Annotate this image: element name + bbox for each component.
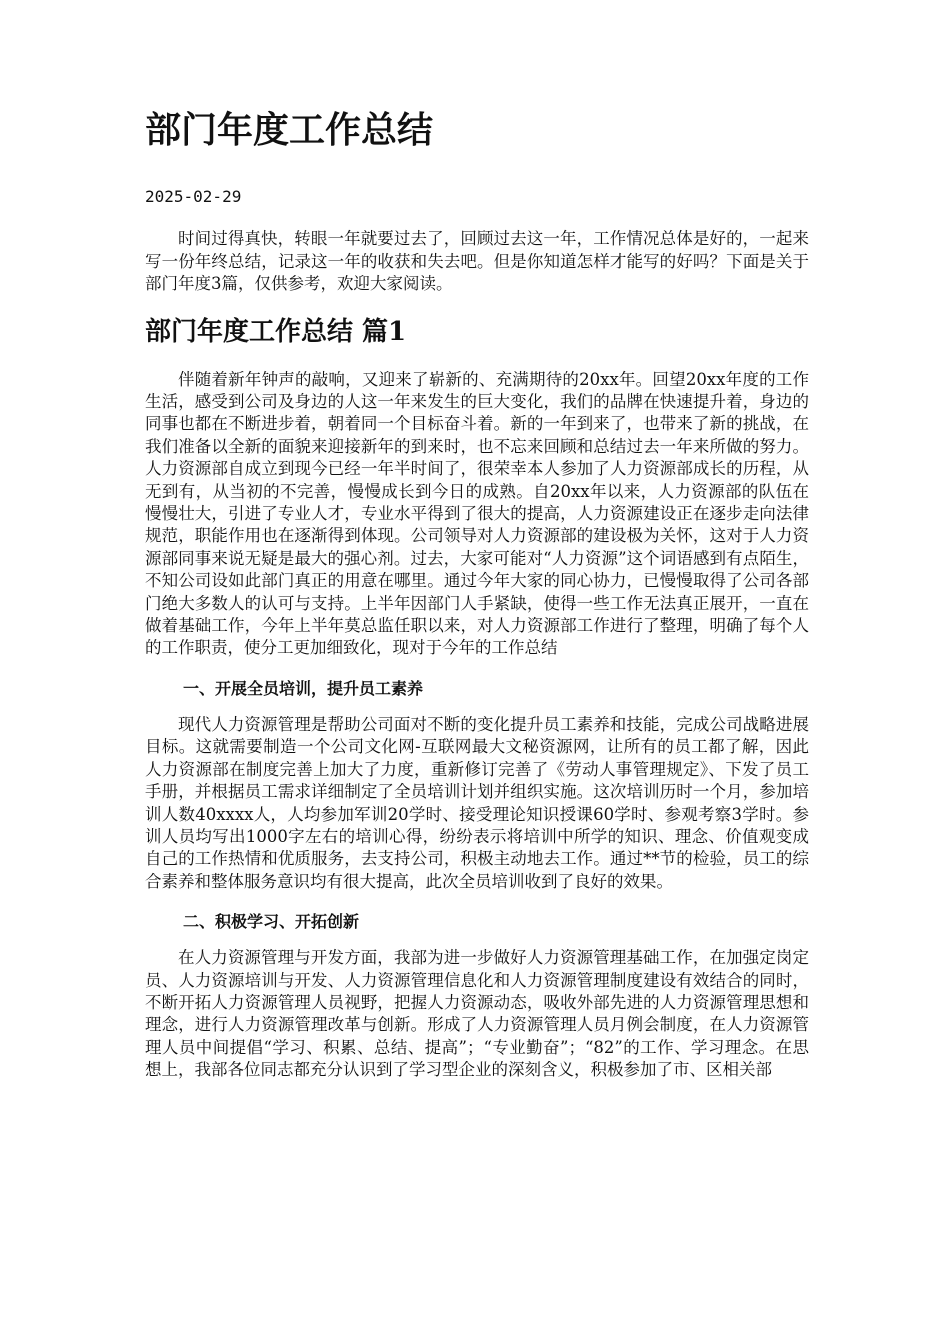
- document-page: [145, 108, 809, 1082]
- section-1-title: 部门年度工作总结 篇1: [145, 317, 407, 348]
- intro-paragraph: 时间过得真快，转眼一年就要过去了，回顾过去这一年，工作情况总体是好的，一起来写一份年终总结，记录这一年的收获和失去吧。但是你知道怎样才能写的好吗？下面是关于部门年度3篇，仅供参考，欢迎大家阅读。: [145, 229, 809, 293]
- document-date: 2025-02-29: [145, 187, 242, 206]
- subsection-2-title: 二、积极学习、开拓创新: [183, 912, 360, 932]
- subsection-1-title: 一、开展全员培训，提升员工素养: [183, 678, 424, 698]
- section-1-body: 伴随着新年钟声的敲响，又迎来了崭新的、充满期待的20xx年。回望20xx年度的工作生活，感受到公司及身边的人这一年来发生的巨大变化，我们的品牌在快速提升着，身边的同事也都在不断进步着，朝着同一个目标奋斗着。新的一年到来了，也带来了新的挑战，在我们准备以全新的面貌来迎接新年的到来时，也不忘来回顾和总结过去一年来所做的努力。人力资源部自成立到现今已经一年半时间了，很荣幸本人参加了人力资源部成长的历程，从无到有，从当初的不完善，慢慢成长到今日的成熟。自20xx年以来，人力资源部的队伍在慢慢壮大，引进了专业人才，专业水平得到了很大的提高，人力资源建设正在逐步走向法律规范，职能作用也在逐渐得到体现。公司领导对人力资源部的建设极为关怀，这对于人力资源部同事来说无疑是最大的强心剂。过去，大家可能对“人力资源”这个词语感到有点陌生，不知公司设如此部门真正的用意在哪里。通过今年大家的同心协力，已慢慢取得了公司各部门绝大多数人的认可与支持。上半年因部门人手紧缺，使得一些工作无法真正展开，一直在做着基础工作，今年上半年莫总监任职以来，对人力资源部工作进行了整理，明确了每个人的工作职责，使分工更加细致化，现对于今年的工作总结: [145, 369, 809, 658]
- document-title: 部门年度工作总结: [145, 109, 434, 151]
- subsection-1-body: 现代人力资源管理是帮助公司面对不断的变化提升员工素养和技能，完成公司战略进展目标。这就需要制造一个公司文化网-互联网最大文秘资源网，让所有的员工都了解，因此人力资源部在制度完善上加大了力度，重新修订完善了《劳动人事管理规定》、下发了员工手册，并根据员工需求详细制定了全员培训计划并组织实施。这次培训历时一个月，参加培训人数40xxxx人，人均参加军训20学时、接受理论知识授课60学时、参观考察3学时。参训人员均写出1000字左右的培训心得，纷纷表示将培训中所学的知识、理念、价值观变成自己的工作热情和优质服务，去支持公司，积极主动地去工作。通过**节的检验，员工的综合素养和整体服务意识均有很大提高，此次全员培训收到了良好的效果。: [145, 714, 809, 891]
- subsection-2-body: 在人力资源管理与开发方面，我部为进一步做好人力资源管理基础工作，在加强定岗定员、人力资源培训与开发、人力资源管理信息化和人力资源管理制度建设有效结合的同时，不断开拓人力资源管理人员视野，把握人力资源动态，吸收外部先进的人力资源管理思想和理念，进行人力资源管理改革与创新。形成了人力资源管理人员月例会制度，在人力资源管理人员中间提倡“学习、积累、总结、提高”；“专业勤奋”；“82”的工作、学习理念。在思想上，我部各位同志都充分认识到了学习型企业的深刻含义，积极参加了市、区相关部: [145, 948, 809, 1080]
